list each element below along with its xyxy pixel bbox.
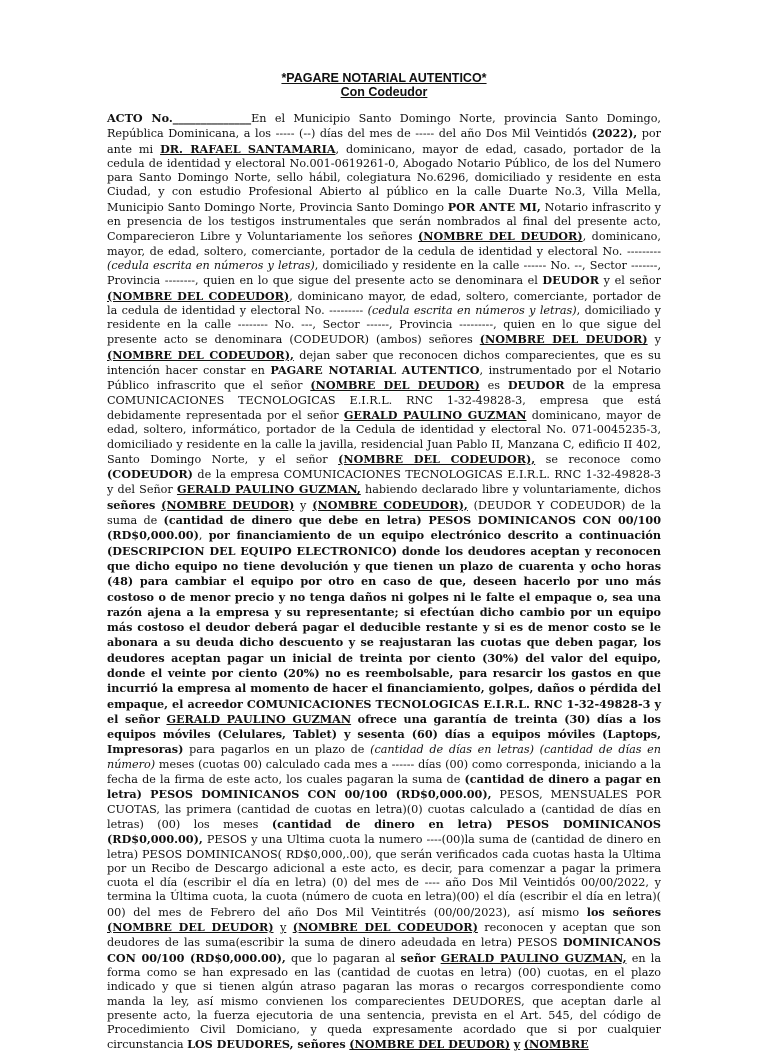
body-text-segment: y: [294, 498, 313, 512]
body-text-segment: (NOMBRE DEL DEUDOR): [479, 332, 648, 347]
body-text-segment: meses (cuotas 00) calculado cada mes a ------ días (00) como corresponda, iniciando a la fecha de la firma de este acto, los cuales pagaran la suma de: [107, 757, 661, 787]
body-text-segment: , instrumentado por el Notario Público infrascrito que el señor: [107, 364, 661, 393]
body-text-segment: (cedula escrita en números y letras): [367, 303, 577, 317]
body-text-segment: señor: [400, 950, 436, 965]
document-title: *PAGARE NOTARIAL AUTENTICO*: [281, 71, 487, 85]
body-text-segment: (cantidad de dinero a pagar en letra) PESOS DOMINICANOS CON 00/100 (RD$0,000.00),: [107, 772, 662, 802]
body-text-segment: por ante mi: [107, 127, 661, 156]
body-text-segment: que lo pagaran al: [285, 951, 401, 965]
body-text-segment: reconocen y aceptan que son deudores de las suma(escribir la suma de dinero adeudada en letra) PESOS: [107, 921, 661, 950]
body-text-segment: PESOS y una Ultima cuota la numero ----(00)la suma de (cantidad de dinero en letra) PESOS DOMINICANOS( RD$0,000,.00), que serán verificados cada cuotas hasta la Ultima por un Recibo de Descargo adicional a este acto, es decir, para comenzar a pagar la primera cuota el día (escribir el día en letra) (0) del mes de ---- año Dos Mil Veintidós 00/00/2022, y termina la Última cuota, la cuota (número de cuota en letra)(00) el día (escribir el día en letra)( 00) del mes de Febrero del año Dos Mil Veintitrés (00/00/2023), así mismo: [107, 833, 661, 919]
body-text-segment: , dominicano mayor, de edad, soltero, comerciante, portador de la cedula de identidad y electoral No. ---------: [107, 289, 661, 317]
body-text-segment: En el Municipio Santo Domingo Norte, provincia Santo Domingo, República Dominicana, a los ----- (--) días del mes de ----- del año Dos Mil Veintidós: [107, 112, 661, 141]
body-text-segment: (2022),: [591, 126, 638, 141]
body-text-segment: , domiciliado y residente en la calle -------- No. ---, Sector ------, Provincia ---------, quien en lo que sigue del presente acto se denominara (CODEUDOR) (ambos) señores: [107, 303, 661, 347]
body-text-segment: GERALD PAULINO GUZMAN,: [440, 950, 627, 965]
body-text-segment: (cantidad de días en letras) (cantidad de días en número): [107, 743, 661, 771]
body-text-segment: (NOMBRE CODEUDOR),: [312, 497, 468, 512]
body-text-segment: ,: [198, 529, 209, 543]
body-text-segment: es: [479, 379, 508, 393]
body-text-segment: ACTO No.______________: [107, 111, 252, 125]
body-text-segment: POR ANTE MI,: [447, 199, 541, 214]
body-text-segment: , domiciliado y residente en la calle ------ No. --, Sector -------, Provincia --------, quien en lo que sigue del presente acto se denominara el: [107, 258, 661, 288]
body-text-segment: de la empresa COMUNICACIONES TECNOLOGICAS E.I.R.L. RNC 1-32-49828-3, empresa que está debidamente representada por el señor: [107, 379, 661, 422]
body-text-segment: GERALD PAULINO GUZMAN,: [176, 482, 361, 497]
body-text-segment: DR. RAFAEL SANTAMARIA: [160, 141, 336, 156]
body-text-segment: y el señor: [599, 274, 661, 288]
body-text-segment: DEUDOR: [507, 378, 565, 393]
body-text-segment: GERALD PAULINO GUZMAN: [343, 407, 527, 422]
body-text-segment: LOS DEUDORES, señores: [187, 1037, 346, 1052]
body-text-segment: dominicano, mayor de edad, soltero, informático, portador de la Cedula de identidad y electoral No. 071-0045235-3, domiciliado y residente en la calle la javilla, residencial Juan Pablo II, Manzana C, edificio II 402, Santo Domingo Norte, y el señor: [107, 408, 661, 466]
body-text-segment: DOMINICANOS CON 00/100 (RD$0,000.00),: [107, 935, 661, 965]
body-text-segment: GERALD PAULINO GUZMAN: [166, 711, 352, 726]
body-text-segment: habiendo declarado libre y voluntariamente, dichos: [360, 483, 661, 497]
body-text-segment: (cantidad de dinero en letra) PESOS DOMINICANOS (RD$0,000.00),: [107, 816, 661, 847]
body-text-segment: por financiamiento de un equipo electrónico descrito a continuación (DESCRIPCION DEL EQUIPO ELECTRONICO) donde los deudores aceptan y reconocen que dicho equipo no tiene devolución y que tienen un plazo de cuarenta y ocho horas (48) para cambiar el equipo por otro en caso de que, deseen hacerlo por uno más costoso o de menor precio y no tenga daños ni golpes ni le falte el empaque o, sea una razón ajena a la empresa y su representante; si efectúan dicho cambio por un equipo más costoso el deudor deberá pagar el deducible restante y si es de menor costo se le abonara a su deuda dicho descuento y se reajustaran las cuotas que deben pagar, los deudores aceptan pagar un inicial de treinta por ciento (30%) del valor del equipo, donde el veinte por ciento (20%) no es reembolsable, para resarcir los gastos en que incurrió la empresa al momento de hacer el financiamiento, golpes, daños o pérdida del empaque, el acreedor COMUNICACIONES TECNOLOGICAS E.I.R.L. RNC 1-32-49828-3 y el señor: [107, 528, 661, 726]
body-text-segment: para pagarlos en un plazo de: [183, 743, 371, 757]
body-text-segment: y: [279, 921, 287, 935]
body-text-segment: (NOMBRE DEUDOR): [161, 497, 295, 512]
body-text-segment: , dominicano, mayor de edad, casado, portador de la cedula de identidad y electoral No.001-0619261-0, Abogado Notario Público, de los del Numero para Santo Domingo Norte, sello hábil, colegiatura No.6296, domiciliado y residente en esta Ciudad, y con estudio Profesional Abierto al público en la calle Duarte No.3, Villa Mella, Municipio Santo Domingo Norte, Provincia Santo Domingo: [107, 142, 661, 214]
body-text-segment: (NOMBRE: [523, 1037, 589, 1052]
body-text-segment: (NOMBRE DEL CODEUDOR),: [338, 451, 536, 466]
body-text-segment: DEUDOR: [542, 273, 600, 288]
body-text-segment: (cedula escrita en números y letras): [107, 258, 315, 272]
body-text-segment: Notario infrascrito y en presencia de los testigos instrumentales que serán nombrados al final del presente acto, Comparecieron Libre y Voluntariamente los señores: [107, 200, 661, 244]
body-text-segment: en la forma como se han expresado en las (cantidad de cuotas en letra) (00) cuotas, en el plazo indicado y que si tienen algún atraso pagaran las moras o recargos correspondiente como manda la ley, así mismo convienen los comparecientes DEUDORES, que aceptan darle al presente acto, la fuerza ejecutoria de una sentencia, prevista en el Art. 545, del código de Procedimiento Civil Domiciano, y queda expresamente acordado que si por cualquier circunstancia: [107, 951, 662, 1052]
body-text-segment: (NOMBRE DEL DEUDOR): [310, 378, 480, 393]
body-text-segment: , dominicano, mayor, de edad, soltero, comerciante, portador de la cedula de identidad y electoral No. ---------: [107, 230, 661, 258]
body-text-segment: (NOMBRE DEL CODEUDOR),: [107, 347, 294, 362]
body-text-segment: (CODEUDOR): [107, 467, 193, 482]
body-text-segment: los señores: [586, 904, 662, 919]
body-text-segment: señores: [107, 497, 156, 512]
body-text-segment: (NOMBRE DEL DEUDOR): [349, 1037, 511, 1052]
body-text-segment: ofrece una garantía de treinta (30) días a los equipos móviles (Celulares, Tablet) y sesenta (60) días a equipos móviles (Laptops, Impresoras): [107, 711, 661, 757]
body-text-segment: dejan saber que reconocen dichos comparecientes, que es su intención hacer constar en: [107, 348, 661, 378]
body-text-segment: y: [513, 1037, 521, 1052]
body-text-segment: (NOMBRE DEL CODEUDOR): [107, 288, 290, 303]
document-body: [107, 111, 661, 1053]
body-text-segment: (NOMBRE DEL CODEUDOR): [292, 920, 478, 935]
body-text-segment: PAGARE NOTARIAL AUTENTICO: [270, 363, 480, 378]
body-text-segment: (DEUDOR Y CODEUDOR) de la suma de: [107, 498, 661, 528]
document-subtitle: Con Codeudor: [340, 85, 428, 99]
body-text-segment: y: [647, 333, 661, 347]
body-text-segment: (NOMBRE DEL DEUDOR): [417, 229, 583, 244]
body-text-segment: PESOS, MENSUALES POR CUOTAS, las primera (cantidad de cuotas en letra)(0) cuotas calculado a (cantidad de días en letras) (00) los meses: [107, 788, 662, 831]
body-text-segment: de la empresa COMUNICACIONES TECNOLOGICAS E.I.R.L. RNC 1-32-49828-3 y del Señor: [107, 468, 661, 497]
body-text-segment: (NOMBRE DEL DEUDOR): [107, 920, 274, 935]
body-text-segment: se reconoce como: [535, 452, 661, 466]
body-text-segment: (cantidad de dinero que debe en letra) PESOS DOMINICANOS CON 00/100 (RD$0,000.00): [107, 513, 661, 543]
